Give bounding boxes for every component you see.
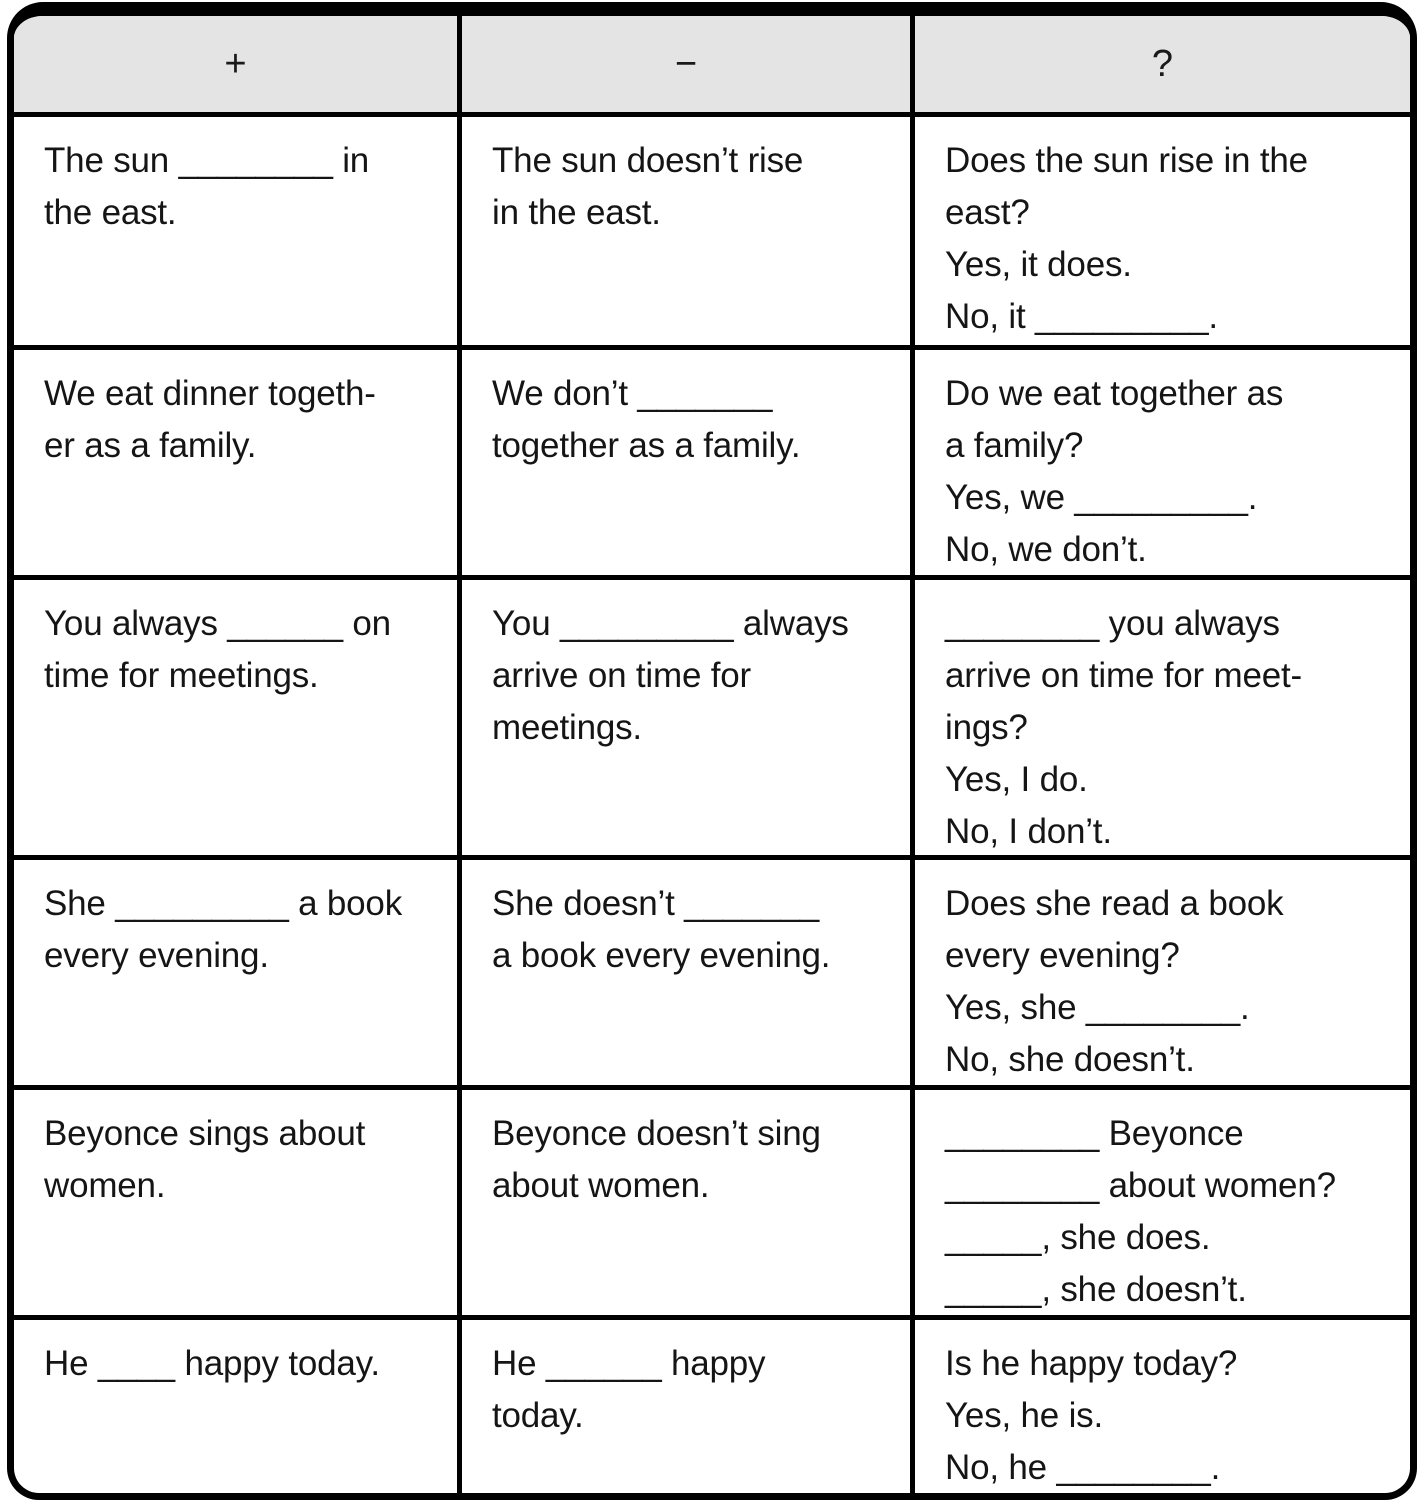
cell-line: Yes, he is. xyxy=(945,1396,1104,1435)
cell-line: Yes, I do. xyxy=(945,760,1088,799)
cell-line: ________ you always xyxy=(945,604,1280,643)
cell-affirmative xyxy=(14,1090,462,1315)
cell-affirmative xyxy=(14,117,462,345)
cell-line: You _________ always xyxy=(492,604,849,643)
cell-affirmative xyxy=(14,580,462,855)
cell-affirmative xyxy=(14,350,462,575)
cell-line: the east. xyxy=(44,193,177,232)
cell-line: about women. xyxy=(492,1166,710,1205)
cell-line: ________ about women? xyxy=(945,1166,1336,1205)
cell-line: Is he happy today? xyxy=(945,1344,1238,1383)
cell-negative xyxy=(462,1090,915,1315)
cell-question xyxy=(915,580,1410,855)
cell-line: _____, she doesn’t. xyxy=(945,1270,1247,1309)
cell-question xyxy=(915,1090,1410,1315)
cell-line: ________ Beyonce xyxy=(945,1114,1244,1153)
cell-line: No, we don’t. xyxy=(945,530,1147,569)
cell-line: _____, she does. xyxy=(945,1218,1211,1257)
cell-line: He ____ happy today. xyxy=(44,1344,380,1383)
cell-line: ings? xyxy=(945,708,1028,747)
cell-negative xyxy=(462,350,915,575)
cell-line: Yes, it does. xyxy=(945,245,1132,284)
table-body xyxy=(14,117,1410,1494)
cell-negative xyxy=(462,117,915,345)
header-cell-question: ? xyxy=(915,16,1410,117)
cell-affirmative xyxy=(14,860,462,1085)
cell-line: The sun ________ in xyxy=(44,141,370,180)
cell-question xyxy=(915,1320,1410,1494)
cell-line: The sun doesn’t rise xyxy=(492,141,804,180)
cell-line: every evening? xyxy=(945,936,1180,975)
table-row xyxy=(14,1320,1410,1494)
cell-line: She _________ a book xyxy=(44,884,402,923)
cell-line: arrive on time for xyxy=(492,656,751,695)
cell-line: Does the sun rise in the xyxy=(945,141,1308,180)
cell-line: together as a family. xyxy=(492,426,801,465)
cell-line: in the east. xyxy=(492,193,661,232)
cell-question xyxy=(915,117,1410,345)
header-cell-affirmative: + xyxy=(14,16,462,117)
header-cell-negative: − xyxy=(462,16,915,117)
table-row xyxy=(14,350,1410,580)
grammar-exercise-table xyxy=(7,2,1417,1500)
cell-question xyxy=(915,350,1410,575)
cell-line: east? xyxy=(945,193,1030,232)
cell-line: Do we eat together as xyxy=(945,374,1284,413)
cell-line: a family? xyxy=(945,426,1084,465)
cell-line: meetings. xyxy=(492,708,642,747)
cell-line: Does she read a book xyxy=(945,884,1284,923)
cell-line: Yes, she ________. xyxy=(945,988,1250,1027)
cell-line: a book every evening. xyxy=(492,936,831,975)
cell-line: No, I don’t. xyxy=(945,812,1112,851)
cell-line: No, it _________. xyxy=(945,297,1218,336)
cell-negative xyxy=(462,860,915,1085)
table-row xyxy=(14,117,1410,350)
cell-line: time for meetings. xyxy=(44,656,319,695)
cell-line: women. xyxy=(44,1166,166,1205)
cell-negative xyxy=(462,580,915,855)
cell-line: We eat dinner togeth- xyxy=(44,374,376,413)
cell-line: We don’t _______ xyxy=(492,374,773,413)
cell-negative xyxy=(462,1320,915,1494)
cell-line: Beyonce doesn’t sing xyxy=(492,1114,821,1153)
table-row xyxy=(14,580,1410,860)
cell-line: You always ______ on xyxy=(44,604,391,643)
cell-line: er as a family. xyxy=(44,426,257,465)
cell-line: arrive on time for meet- xyxy=(945,656,1302,695)
cell-line: No, she doesn’t. xyxy=(945,1040,1195,1079)
table-header-row xyxy=(14,16,1410,117)
cell-line: every evening. xyxy=(44,936,269,975)
table-row xyxy=(14,1090,1410,1320)
cell-line: She doesn’t _______ xyxy=(492,884,820,923)
cell-line: Yes, we _________. xyxy=(945,478,1258,517)
cell-question xyxy=(915,860,1410,1085)
table-row xyxy=(14,860,1410,1090)
cell-line: today. xyxy=(492,1396,584,1435)
cell-line: No, he ________. xyxy=(945,1448,1221,1487)
cell-line: Beyonce sings about xyxy=(44,1114,366,1153)
cell-line: He ______ happy xyxy=(492,1344,766,1383)
cell-affirmative xyxy=(14,1320,462,1494)
